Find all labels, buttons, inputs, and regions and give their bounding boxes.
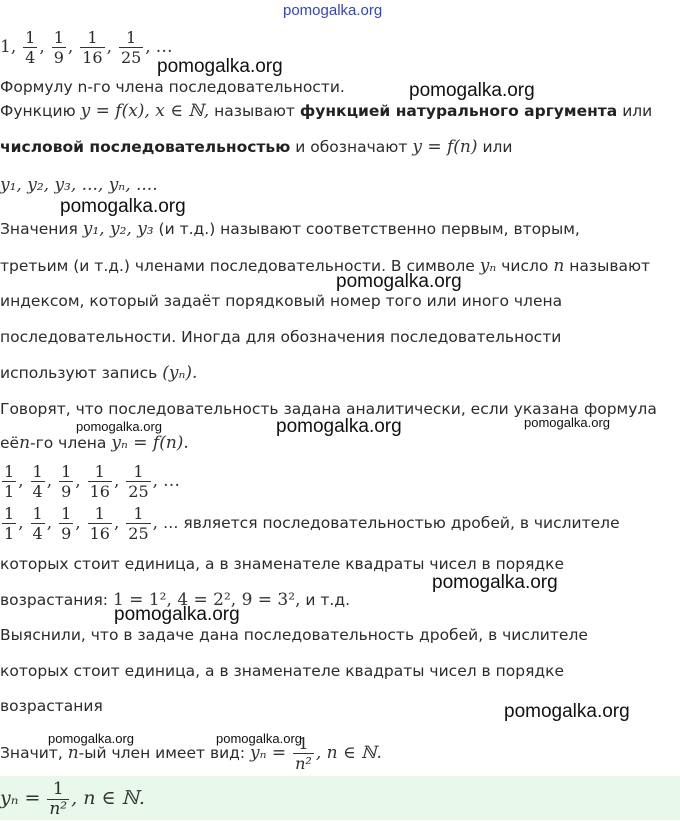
sequence-fraction: $\frac{1}{16}$ xyxy=(89,504,110,543)
sequence-fraction: $\frac{1}{16}$ xyxy=(82,28,103,67)
paragraph-line: возрастания: 1 = 1², 4 = 2², 9 = 3², и т.д. xyxy=(0,590,351,610)
sequence-fraction: $\frac{1}{25}$ xyxy=(120,28,142,67)
watermark: pomogalka.org xyxy=(157,56,283,77)
sequence-first-term: 1, xyxy=(0,37,17,57)
paragraph-line: используют запись (yₙ). xyxy=(0,363,198,383)
watermark: pomogalka.org xyxy=(114,604,240,625)
watermark: pomogalka.org xyxy=(283,2,383,19)
sequence-top: 1, $\frac{1}{4}$ , $\frac{1}{9}$ , $\frac{1}{16}$ , $\frac{1}{25}$ , … xyxy=(0,28,173,67)
paragraph-line: еёn-го члена yₙ = f(n). xyxy=(0,433,189,453)
paragraph-line: Выяснили, что в задаче дана последовательность дробей, в числителе xyxy=(0,626,588,644)
watermark: pomogalka.org xyxy=(60,196,186,217)
definition-line: Функцию y = f(x), x ∈ ℕ, называют функцией натурального аргумента или xyxy=(0,101,653,121)
watermark: pomogalka.org xyxy=(336,271,462,292)
watermark: pomogalka.org xyxy=(432,572,558,593)
fraction-sequence: $\frac{1}{1}$ , $\frac{1}{4}$ , $\frac{1}{9}$ , $\frac{1}{16}$ , $\frac{1}{25}$ , … xyxy=(4,462,180,501)
answer-fraction: $\frac{1}{\text{n²}}$ xyxy=(49,779,68,819)
sequence-notation: y₁, y₂, y₃, ..., yₙ, .... xyxy=(0,175,158,195)
watermark: pomogalka.org xyxy=(76,419,162,434)
formula-heading: Формулу n-го члена последовательности. xyxy=(0,78,345,96)
sequence-ellipsis: … xyxy=(155,37,173,57)
conclusion-line: Значит, n-ый член имеет вид: yₙ = $\frac{1}{\text{n²}}$ , n ∈ ℕ. xyxy=(0,734,382,773)
definition-line: числовой последовательностью и обозначают y = f(n) или xyxy=(0,137,513,157)
paragraph-line: последовательности. Иногда для обозначения последовательности xyxy=(0,328,562,346)
fraction-sequence: $\frac{1}{1}$ , $\frac{1}{4}$ , $\frac{1}{9}$ , $\frac{1}{16}$ , $\frac{1}{25}$ , … является последовательностью дробей, в числителе xyxy=(4,504,620,543)
sequence-fraction: $\frac{1}{25}$ xyxy=(128,504,149,543)
watermark: pomogalka.org xyxy=(276,416,402,437)
paragraph-line: возрастания xyxy=(0,697,103,715)
sequence-fraction: $\frac{1}{16}$ xyxy=(89,462,110,501)
sequence-fraction: $\frac{1}{9}$ xyxy=(61,462,72,501)
answer-formula: yₙ = $\frac{1}{\text{n²}}$ , n ∈ ℕ. xyxy=(0,779,145,819)
paragraph-line: которых стоит единица, а в знаменателе квадраты чисел в порядке xyxy=(0,662,565,680)
sequence-fraction: $\frac{1}{4}$ xyxy=(32,504,43,543)
formula-fraction: $\frac{1}{\text{n²}}$ xyxy=(295,734,312,773)
watermark: pomogalka.org xyxy=(504,701,630,722)
watermark: pomogalka.org xyxy=(409,80,535,101)
watermark: pomogalka.org xyxy=(216,731,302,746)
paragraph-line: которых стоит единица, а в знаменателе квадраты чисел в порядке xyxy=(0,555,565,573)
sequence-fraction: $\frac{1}{1}$ xyxy=(4,504,15,543)
paragraph-line: Значения y₁, y₂, y₃ (и т.д.) называют соответственно первым, вторым, xyxy=(0,219,580,239)
sequence-fraction: $\frac{1}{9}$ xyxy=(53,28,64,67)
paragraph-line: третьим (и т.д.) членами последовательности. В символе yₙ число n называют xyxy=(0,256,651,276)
answer-box xyxy=(0,776,680,820)
sequence-fraction: $\frac{1}{1}$ xyxy=(4,462,15,501)
sequence-fraction: $\frac{1}{4}$ xyxy=(25,28,36,67)
sequence-fraction: $\frac{1}{25}$ xyxy=(128,462,149,501)
watermark: pomogalka.org xyxy=(524,415,610,430)
sequence-fraction: $\frac{1}{4}$ xyxy=(32,462,43,501)
sequence-fraction: $\frac{1}{9}$ xyxy=(61,504,72,543)
paragraph-line: Говорят, что последовательность задана аналитически, если указана формула xyxy=(0,400,657,418)
watermark: pomogalka.org xyxy=(48,731,134,746)
paragraph-line: индексом, который задаёт порядковый номер того или иного члена xyxy=(0,292,563,310)
